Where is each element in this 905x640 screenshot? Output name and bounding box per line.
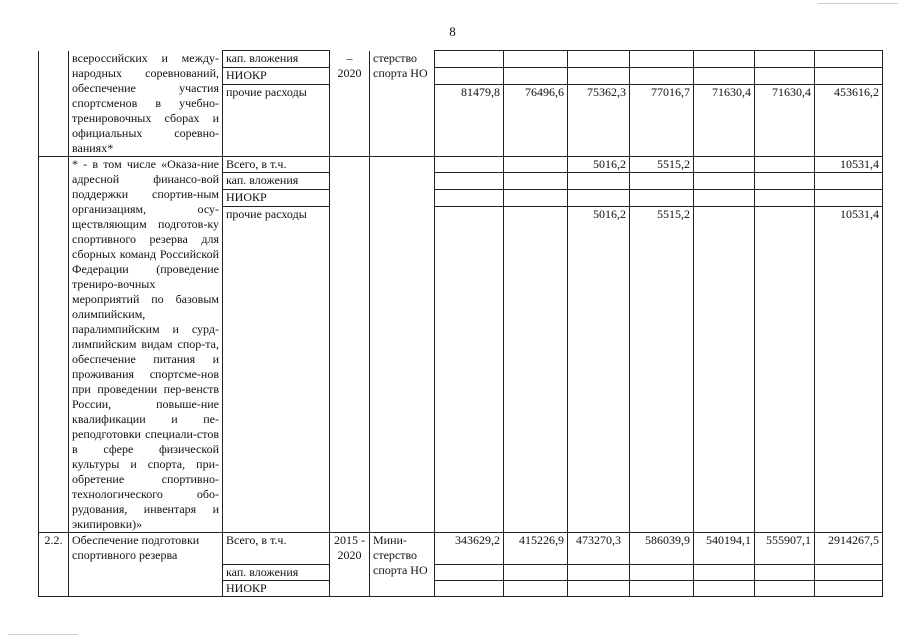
page-number: 8 xyxy=(449,24,456,39)
value-cell xyxy=(435,156,504,173)
scan-edge-line xyxy=(8,634,78,635)
source-niokr: НИОКР xyxy=(223,580,330,596)
value-cell: 71630,4 xyxy=(694,84,755,156)
value-cell: 76496,6 xyxy=(504,84,568,156)
value-cell: 5515,2 xyxy=(630,206,694,532)
value-cell: 555907,1 xyxy=(755,532,815,564)
value-cell: 77016,7 xyxy=(630,84,694,156)
value-cell: 453616,2 xyxy=(815,84,883,156)
table-row xyxy=(39,156,883,173)
years-cell xyxy=(330,156,370,532)
value-cell: 415226,9 xyxy=(504,532,568,564)
row-number: 2.2. xyxy=(39,532,69,596)
scan-edge-line xyxy=(818,3,898,4)
source-niokr: НИОКР xyxy=(223,67,330,84)
executor-cell xyxy=(370,156,435,532)
executor-cell: стерство спорта НО xyxy=(370,51,435,157)
source-cap-investments: кап. вложения xyxy=(223,173,330,190)
value-cell xyxy=(755,156,815,173)
budget-table xyxy=(38,50,883,597)
source-cap-investments: кап. вложения xyxy=(223,51,330,68)
years-cell: 2015 - 2020 xyxy=(330,532,370,596)
source-total: Всего, в т.ч. xyxy=(223,156,330,173)
source-total: Всего, в т.ч. xyxy=(223,532,330,564)
source-cap-investments: кап. вложения xyxy=(223,564,330,580)
value-cell: 71630,4 xyxy=(755,84,815,156)
value-cell xyxy=(755,206,815,532)
value-cell: 473270,3 xyxy=(568,532,630,564)
number-cell xyxy=(39,51,69,157)
executor-cell: Мини-стерство спорта НО xyxy=(370,532,435,596)
value-cell: 343629,2 xyxy=(435,532,504,564)
years-cell xyxy=(330,51,370,157)
value-cell xyxy=(694,206,755,532)
value-cell xyxy=(504,206,568,532)
value-cell: 5016,2 xyxy=(568,156,630,173)
activity-description: всероссийских и между-народных соревнований, обеспечение участия спортсменов в учебно-тренировочных сборах и официальных соревно-ваниях* xyxy=(69,51,223,157)
table-row xyxy=(39,532,883,564)
value-cell: 81479,8 xyxy=(435,84,504,156)
number-cell xyxy=(39,156,69,532)
value-cell: 2914267,5 xyxy=(815,532,883,564)
value-cell: 10531,4 xyxy=(815,156,883,173)
table-row xyxy=(39,51,883,68)
year-dash: – xyxy=(346,50,353,65)
source-niokr: НИОКР xyxy=(223,189,330,206)
value-cell xyxy=(694,156,755,173)
activity-name: Обеспечение подготовки спортивного резерва xyxy=(69,532,223,596)
value-cell: 5515,2 xyxy=(630,156,694,173)
value-cell xyxy=(504,156,568,173)
source-other: прочие расходы xyxy=(223,206,330,532)
value-cell: 586039,9 xyxy=(630,532,694,564)
activity-description: * - в том числе «Оказа-ние адресной финансо-вой поддержки спортив-ным организациям, осу-ществляющим подготов-ку спортивного резерва для сборных команд Российской Федерации (проведение трениро-вочных мероприятий по базовым олимпийским, паралимпийским и сурд-лимпийским видам спор-та, обеспечение питания и проживания спортсме-нов при проведении пер-венств России, повыше-ние квалификации и пе-реподготовки специали-стов в сфере физической культуры и спорта, при-обретение спортивно-технологического обо-рудования, инвентаря и экипировки)» xyxy=(69,156,223,532)
value-cell: 540194,1 xyxy=(694,532,755,564)
source-other: прочие расходы xyxy=(223,84,330,156)
value-cell: 10531,4 xyxy=(815,206,883,532)
year-end: 2020 xyxy=(337,65,362,80)
value-cell: 5016,2 xyxy=(568,206,630,532)
value-cell: 75362,3 xyxy=(568,84,630,156)
value-cell xyxy=(435,206,504,532)
